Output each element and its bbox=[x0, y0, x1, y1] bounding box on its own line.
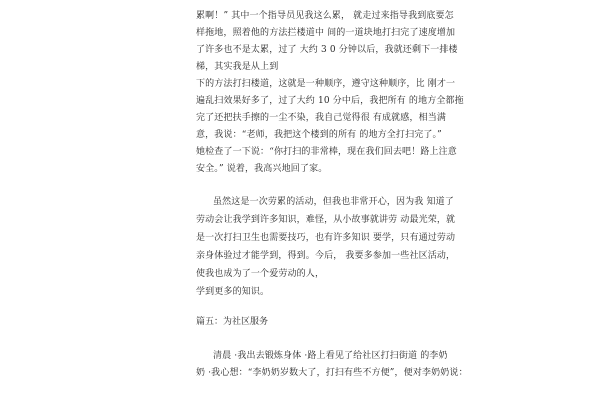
paragraph-2-line-3: 是一次打扫卫生也需要技巧，也有许多知识 要学，只有通过劳动 bbox=[196, 233, 456, 243]
paragraph-1-line-3: 了许多也不是太累，过了 大约 3 0 分钟以后，我就还剩下一排楼 bbox=[196, 45, 458, 55]
paragraph-1-line-4: 梯，其实我是从上到 bbox=[196, 62, 279, 72]
paragraph-2-line-6: 学到更多的知识。 bbox=[196, 287, 270, 297]
paragraph-1-line-5: 下的方法打扫楼道，这就是一种顺序，遵守这种顺序，比 刚才一 bbox=[196, 79, 456, 89]
paragraph-1-line-8: 意，我说：“老师，我把这个楼到的所有 的地方全打扫完了。” bbox=[196, 130, 442, 140]
paragraph-2-line-4: 亲身体验过才能学到，得到。今后， 我要多参加一些社区活动， bbox=[196, 251, 456, 261]
paragraph-1-line-7: 完了还把扶手擦的一尘不染，我自己觉得很 有成就感，相当满 bbox=[196, 113, 447, 123]
paragraph-1-line-10: 安全。” 说着，我高兴地回了家。 bbox=[196, 164, 328, 174]
paragraph-2-line-5: 使我也成为了一个爱劳动的人， bbox=[196, 269, 325, 279]
paragraph-2-line-1: 虽然这是一次劳累的活动，但我也非常开心，因为我 知道了 bbox=[213, 197, 454, 207]
paragraph-1-line-2: 样拖地，照着他的方法拦楼道中 间的一道块地打扫完了速度增加 bbox=[196, 28, 456, 38]
paragraph-3-line-1: 清晨 ·我出去锻炼身体 ·路上看见了给社区打扫街道 的李奶 bbox=[213, 351, 448, 361]
paragraph-3-line-2: 奶 ·我心想：“李奶奶岁数大了，打扫有些不方便”，便对李奶奶说： bbox=[196, 368, 468, 378]
section-heading: 篇五：为社区服务 bbox=[196, 317, 269, 327]
paragraph-1-line-9: 她检查了一下说：“你打扫的非常棒，现在我们回去吧！路上注意 bbox=[196, 147, 457, 157]
paragraph-2-line-2: 劳动会让我学到许多知识，难怪，从小故事就讲劳 动最光荣，就 bbox=[196, 215, 456, 225]
paragraph-1-line-6: 遍乱扫效果好多了，过了大约 10 分中后，我把所有 的地方全都拖 bbox=[196, 96, 464, 106]
paragraph-1-line-1: 累啊！” 其中一个指导员见我这么累， 就走过来指导我到底要怎 bbox=[196, 11, 454, 21]
